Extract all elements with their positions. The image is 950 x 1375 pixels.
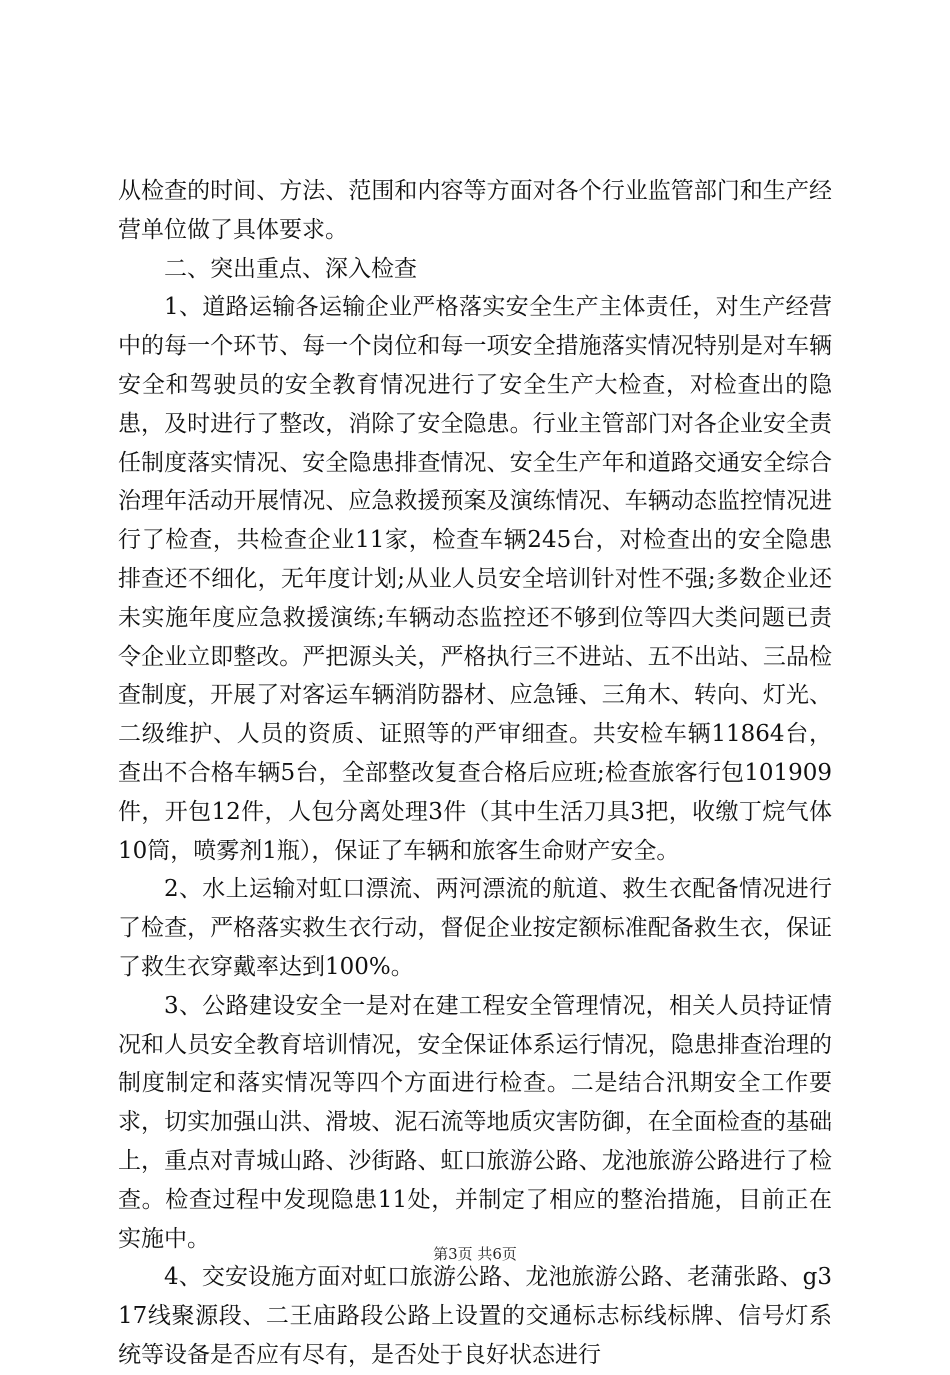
paragraph-traffic-facilities: 4、交安设施方面对虹口旅游公路、龙池旅游公路、老蒲张路、g317线聚源段、二王庙路段公路上设置的交通标志标线标牌、信号灯系统等设备是否应有尽有，是否处于良好状态进行 [118, 1264, 832, 1368]
paragraph-road-construction: 3、公路建设安全一是对在建工程安全管理情况，相关人员持证情况和人员安全教育培训情况，安全保证体系运行情况，隐患排查治理的制度制定和落实情况等四个方面进行检查。二是结合汛期安全工作要求，切实加强山洪、滑坡、泥石流等地质灾害防御，在全面检查的基础上，重点对青城山路、沙街路、虹口旅游公路、龙池旅游公路进行了检查。检查过程中发现隐患11处，并制定了相应的整治措施，目前正在实施中。 [118, 992, 832, 1252]
paragraph-water-transport: 2、水上运输对虹口漂流、两河漂流的航道、救生衣配备情况进行了检查，严格落实救生衣行动，督促企业按定额标准配备救生衣，保证了救生衣穿戴率达到100%。 [118, 876, 832, 980]
page-number-footer: 第3页 共6页 [433, 1245, 517, 1263]
paragraph-road-transport: 1、道路运输各运输企业严格落实安全生产主体责任，对生产经营中的每一个环节、每一个岗位和每一项安全措施落实情况特别是对车辆安全和驾驶员的安全教育情况进行了安全生产大检查，对检查出的隐患，及时进行了整改，消除了安全隐患。行业主管部门对各企业安全责任制度落实情况、安全隐患排查情况、安全生产年和道路交通安全综合治理年活动开展情况、应急救援预案及演练情况、车辆动态监控情况进行了检查，共检查企业11家，检查车辆245台，对检查出的安全隐患排查还不细化，无年度计划;从业人员安全培训针对性不强;多数企业还未实施年度应急救援演练;车辆动态监控还不够到位等四大类问题已责令企业立即整改。严把源头关，严格执行三不进站、五不出站、三品检查制度，开展了对客运车辆消防器材、应急锤、三角木、转向、灯光、二级维护、人员的资质、证照等的严审细查。共安检车辆11864台，查出不合格车辆5台，全部整改复查合格后应班;检查旅客行包101909件，开包12件，人包分离处理3件（其中生活刀具3把，收缴丁烷气体10筒，喷雾剂1瓶），保证了车辆和旅客生命财产安全。 [118, 294, 832, 864]
section-heading: 二、突出重点、深入检查 [164, 255, 417, 282]
document-body [118, 172, 832, 1375]
paragraph-continuation: 从检查的时间、方法、范围和内容等方面对各个行业监管部门和生产经营单位做了具体要求。 [118, 178, 832, 243]
